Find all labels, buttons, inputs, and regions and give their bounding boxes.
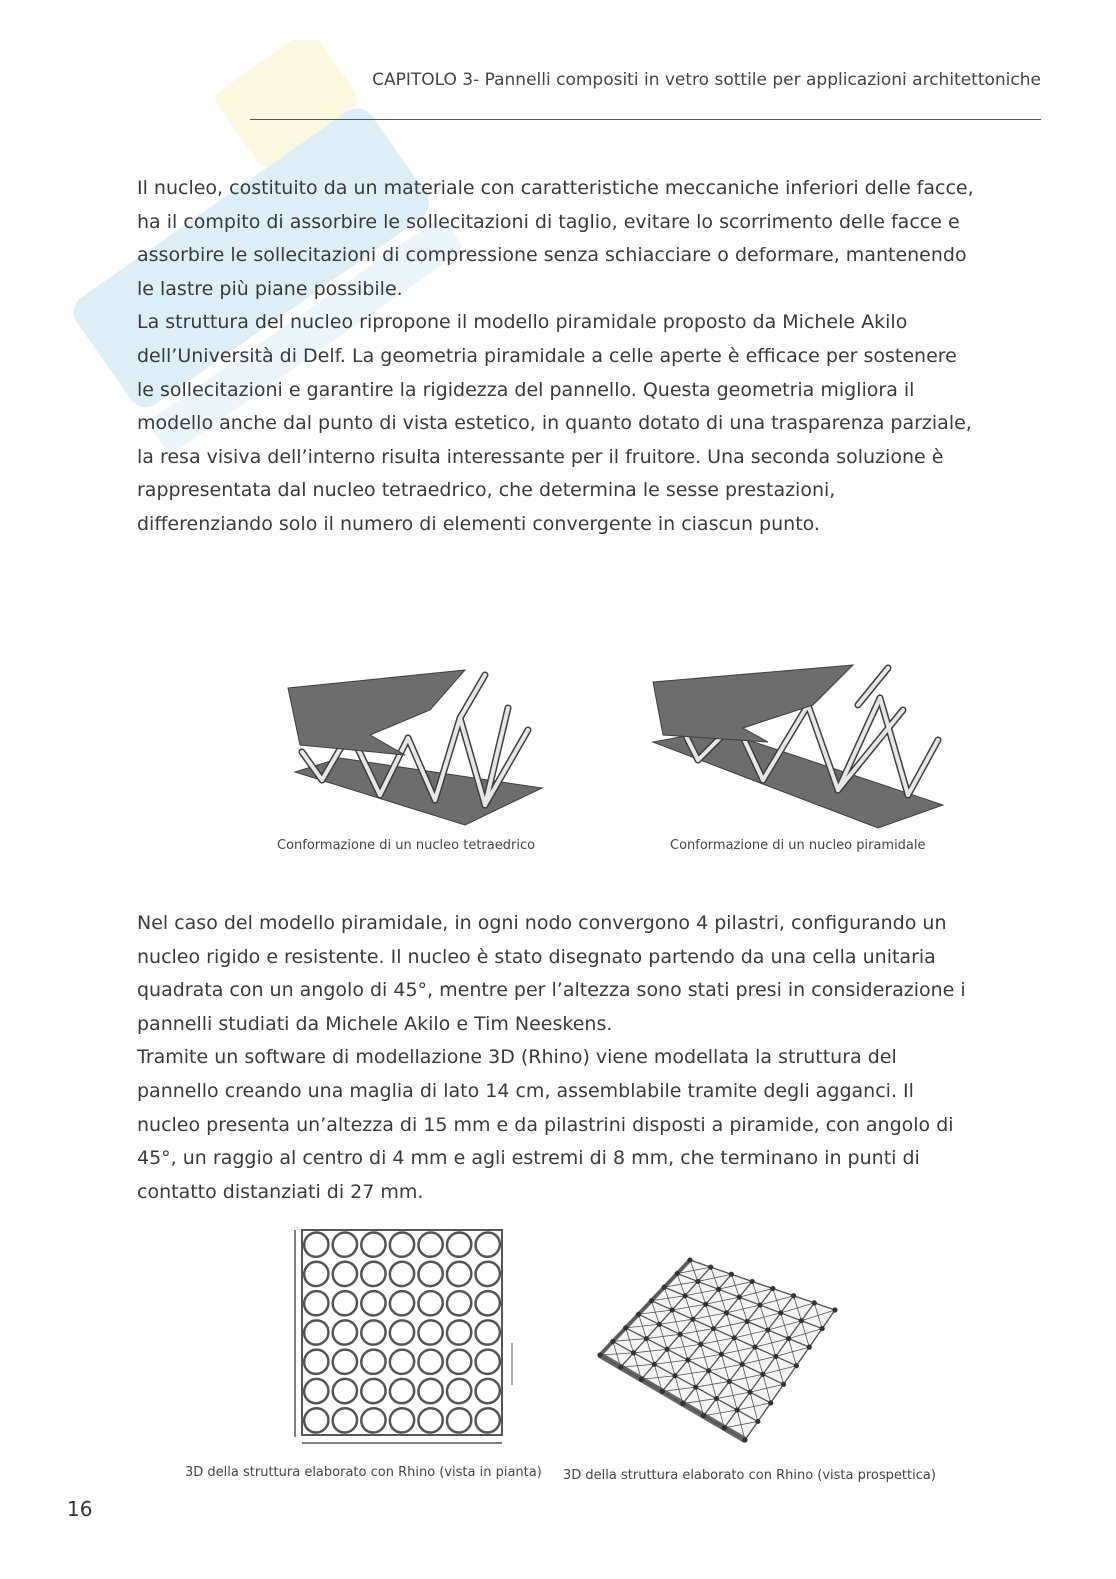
- figure-plan-view: [280, 1225, 530, 1455]
- figure-pyramidal-core: [648, 660, 948, 830]
- figure-tetrahedral-core: [280, 660, 550, 830]
- header-divider: [250, 119, 1041, 120]
- text-block-model: [137, 907, 977, 1209]
- paragraph-modello-piramidale: Nel caso del modello piramidale, in ogni nodo convergono 4 pilastri, configurando un nucleo rigido e resistente. Il nucleo è stato disegnato partendo da una cella unitaria quadrata con un angolo di 45°, mentre per l’altezza sono stati presi in considerazione i pannelli studiati da Michele Akilo e Tim Neeskens.: [137, 912, 966, 1035]
- paragraph-struttura: La struttura del nucleo ripropone il modello piramidale proposto da Michele Akilo dell’Università di Delf. La geometria piramidale a celle aperte è efficace per sostenere le sollecitazioni e garantire la rigidezza del pannello. Questa geometria migliora il modello anche dal punto di vista estetico, in quanto dotato di una trasparenza parziale, la resa visiva dell’interno risulta interessante per il fruitore. Una seconda soluzione è rappresentata dal nucleo tetraedrico, che determina le sesse prestazioni, differenziando solo il numero di elementi convergente in ciascun punto.: [137, 311, 972, 535]
- paragraph-rhino: Tramite un software di modellazione 3D (Rhino) viene modellata la struttura del pannello creando una maglia di lato 14 cm, assemblabile tramite degli agganci. Il nucleo presenta un’altezza di 15 mm e da pilastrini disposti a piramide, con angolo di 45°, un raggio al centro di 4 mm e agli estremi di 8 mm, che terminano in punti di contatto distanziati di 27 mm.: [137, 1046, 954, 1203]
- caption-pyramidal: Conformazione di un nucleo piramidale: [670, 838, 926, 853]
- caption-tetrahedral: Conformazione di un nucleo tetraedrico: [277, 838, 536, 853]
- caption-plan-view: 3D della struttura elaborato con Rhino (vista in pianta): [185, 1465, 542, 1480]
- paragraph-nucleo: Il nucleo, costituito da un materiale con caratteristiche meccaniche inferiori delle facce, ha il compito di assorbire le sollecitazioni di taglio, evitare lo scorrimento delle facce e assorbire le sollecitazioni di compressione senza schiacciare o deformare, mantenendo le lastre più piane possibile.: [137, 177, 974, 300]
- text-block-intro: [137, 172, 977, 542]
- chapter-title: CAPITOLO 3- Pannelli compositi in vetro sottile per applicazioni architettoniche: [372, 70, 1041, 90]
- caption-perspective-view: 3D della struttura elaborato con Rhino (vista prospettica): [563, 1468, 936, 1483]
- figure-perspective-view: [595, 1255, 845, 1450]
- page-number: 16: [67, 1497, 93, 1521]
